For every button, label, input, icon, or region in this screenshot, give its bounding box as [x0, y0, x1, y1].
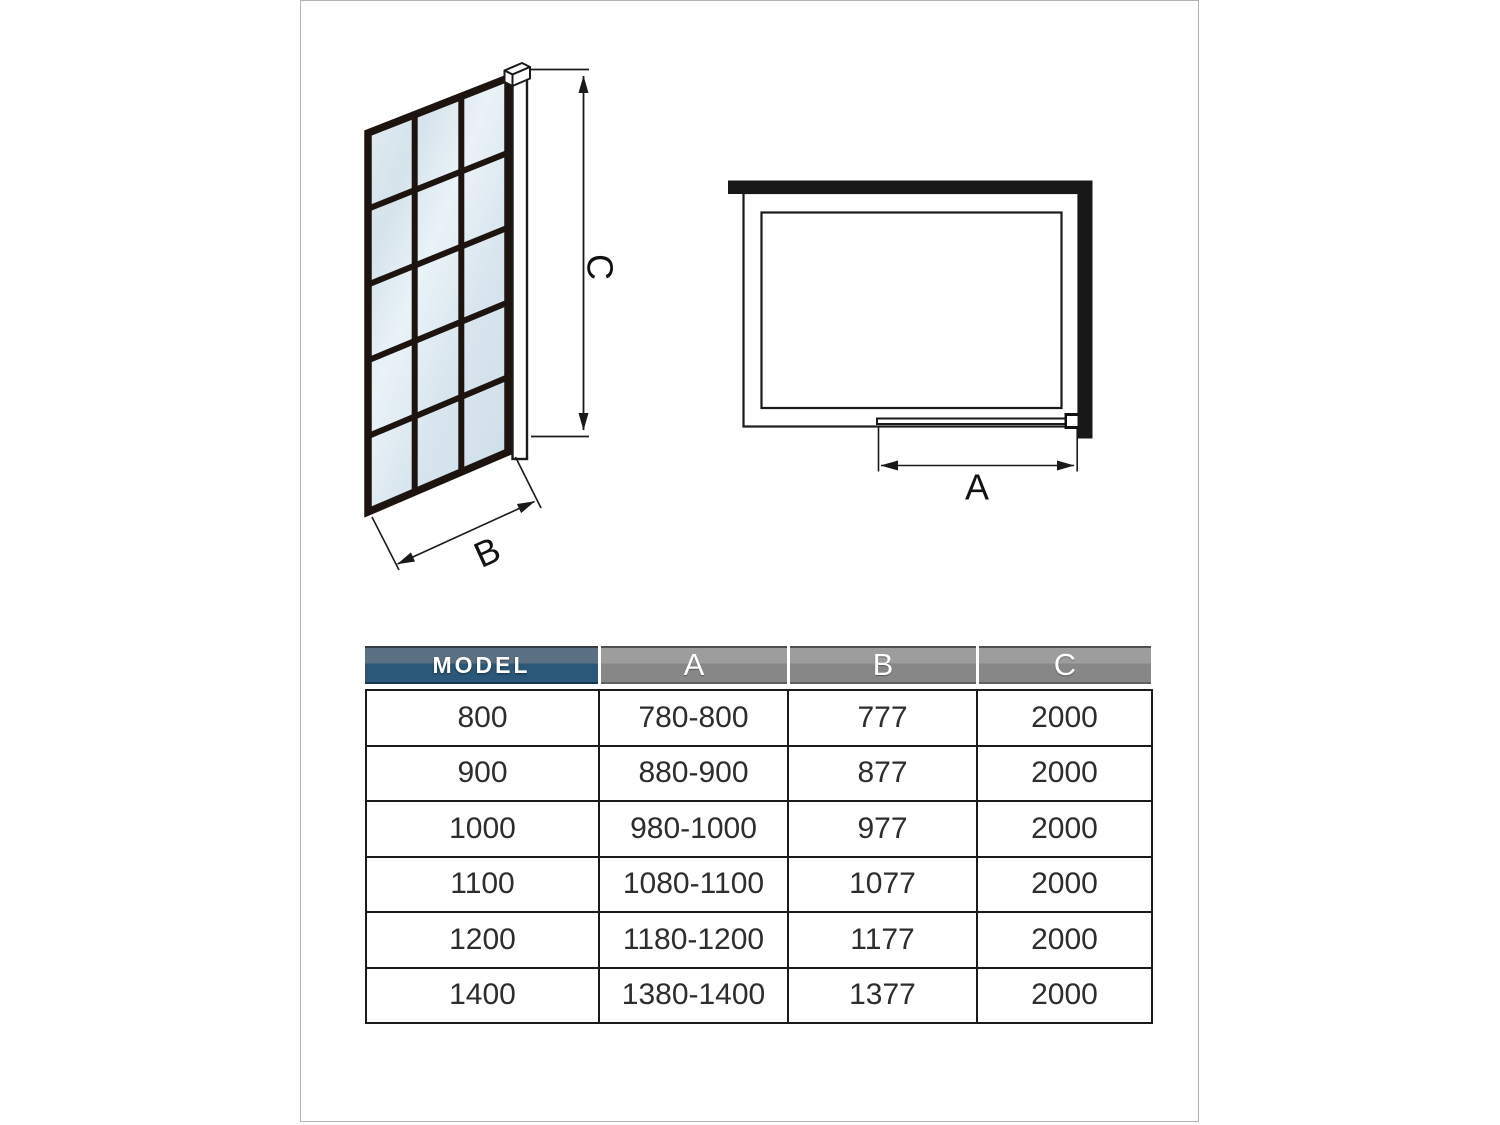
glass-panel [368, 78, 508, 512]
wall-profile-bar [513, 77, 528, 459]
cell-c: 2000 [977, 912, 1152, 968]
cell-a: 1380-1400 [599, 968, 788, 1024]
column-header-a: A [601, 646, 787, 684]
cell-model: 800 [366, 690, 599, 746]
cell-model: 1000 [366, 801, 599, 857]
cell-b: 777 [788, 690, 977, 746]
cell-c: 2000 [977, 690, 1152, 746]
side-view-diagram [368, 63, 621, 576]
table-row [366, 801, 1152, 857]
cell-model: 1100 [366, 857, 599, 913]
cell-c: 2000 [977, 801, 1152, 857]
cell-c: 2000 [977, 746, 1152, 802]
cell-model: 1200 [366, 912, 599, 968]
dimension-c [531, 70, 589, 437]
table-row [366, 968, 1152, 1024]
cell-c: 2000 [977, 968, 1152, 1024]
table-row [366, 690, 1152, 746]
dimension-label-b: B [467, 528, 507, 576]
wall-right [1078, 181, 1093, 439]
dimension-label-a: A [964, 466, 990, 508]
cell-a: 1180-1200 [599, 912, 788, 968]
cell-b: 1377 [788, 968, 977, 1024]
dim-b-arrow [398, 502, 535, 565]
cell-c: 2000 [977, 857, 1152, 913]
dim-b-ext-right [516, 457, 542, 508]
size-table-grid [365, 689, 1153, 1024]
table-row [366, 857, 1152, 913]
cell-b: 977 [788, 801, 977, 857]
cell-b: 1077 [788, 857, 977, 913]
wall-top [728, 181, 1093, 195]
table-row [366, 746, 1152, 802]
cell-a: 780-800 [599, 690, 788, 746]
table-row [366, 912, 1152, 968]
dimension-label-c: C [579, 254, 621, 280]
cell-a: 980-1000 [599, 801, 788, 857]
column-header-b: B [790, 646, 976, 684]
dimension-a [879, 427, 1078, 472]
column-header-model: MODEL [365, 646, 598, 684]
size-table [365, 646, 1151, 1024]
top-view-diagram [728, 181, 1093, 508]
cell-model: 900 [366, 746, 599, 802]
size-table-header [365, 646, 1151, 684]
shower-tray-inner [762, 213, 1062, 409]
wall-clamp-slot [1067, 416, 1078, 426]
cell-b: 1177 [788, 912, 977, 968]
cell-a: 880-900 [599, 746, 788, 802]
glass-screen-topview [877, 419, 1073, 425]
cell-a: 1080-1100 [599, 857, 788, 913]
cell-b: 877 [788, 746, 977, 802]
dim-b-ext-left [372, 517, 399, 570]
cell-model: 1400 [366, 968, 599, 1024]
column-header-c: C [979, 646, 1151, 684]
